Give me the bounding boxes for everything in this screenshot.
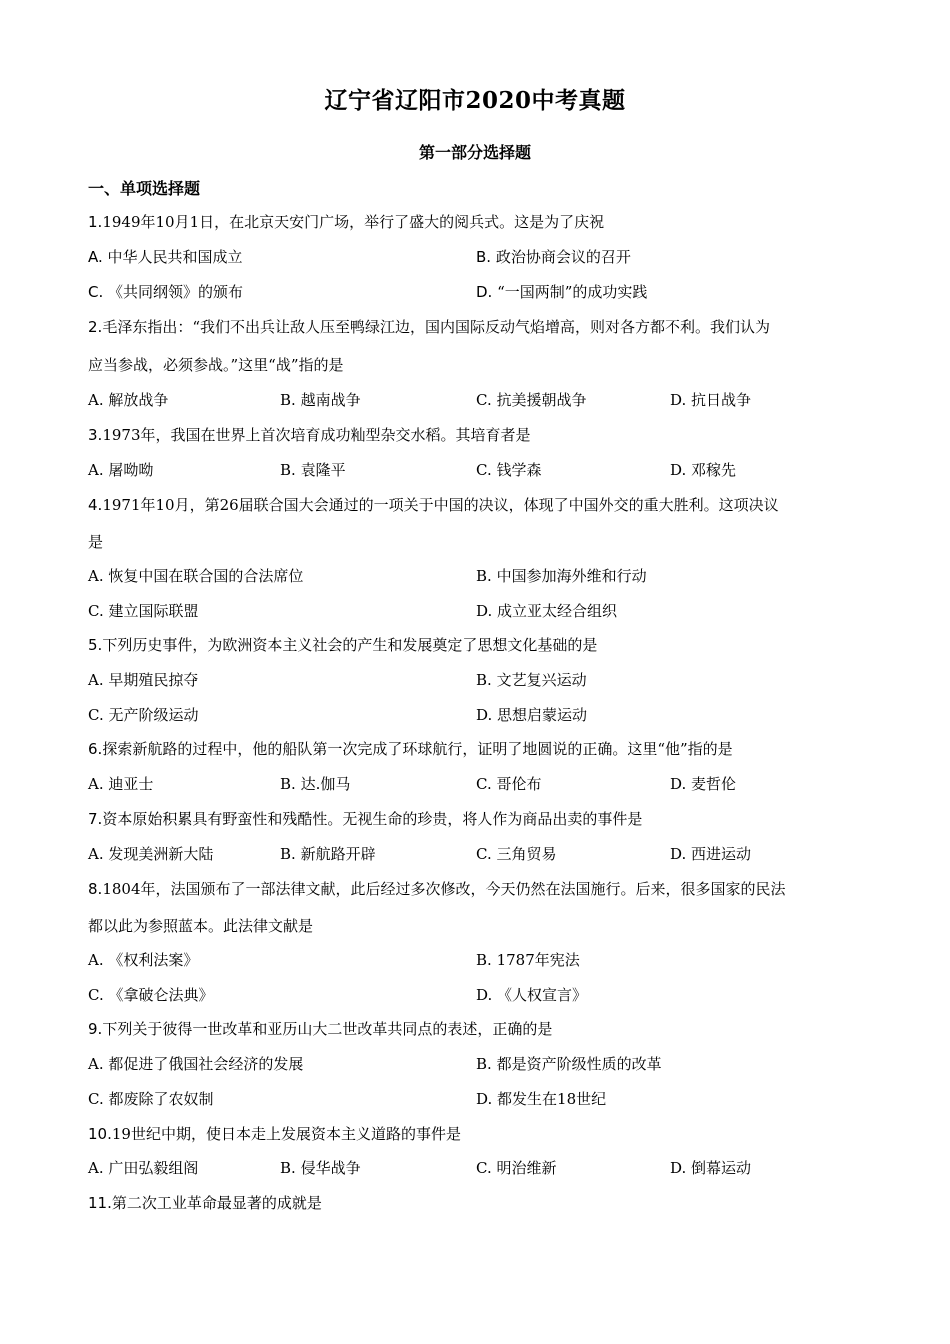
q4-option-d: D. 成立亚太经合组织 (476, 602, 618, 620)
q10-option-d: D. 倒幕运动 (670, 1159, 752, 1177)
q10-option-c: C. 明治维新 (476, 1159, 557, 1177)
q5-option-b: B. 文艺复兴运动 (476, 671, 587, 689)
q1-option-b: B. 政治协商会议的召开 (476, 248, 631, 266)
q5-option-c: C. 无产阶级运动 (88, 706, 199, 724)
q4-option-a: A. 恢复中国在联合国的合法席位 (88, 567, 304, 585)
question-7: 7.资本原始积累具有野蛮性和残酷性。无视生命的珍贵，将人作为商品出卖的事件是 (88, 810, 643, 828)
question-8: 8.1804年，法国颁布了一部法律文献，此后经过多次修改，今天仍然在法国施行。后来，很多国家的民法 (88, 880, 786, 898)
q6-option-b: B. 达.伽马 (280, 775, 351, 793)
q3-option-c: C. 钱学森 (476, 461, 542, 479)
q9-option-c: C. 都废除了农奴制 (88, 1090, 214, 1108)
q6-option-d: D. 麦哲伦 (670, 775, 737, 793)
q2-option-c: C. 抗美援朝战争 (476, 391, 587, 409)
q3-option-a: A. 屠呦呦 (88, 461, 154, 479)
q1-option-a: A. 中华人民共和国成立 (88, 248, 243, 266)
q2-option-b: B. 越南战争 (280, 391, 361, 409)
q1-option-d: D. “一国两制”的成功实践 (476, 283, 648, 301)
q2-option-a: A. 解放战争 (88, 391, 169, 409)
question-5: 5.下列历史事件，为欧洲资本主义社会的产生和发展奠定了思想文化基础的是 (88, 636, 598, 654)
q6-option-c: C. 哥伦布 (476, 775, 542, 793)
q3-option-d: D. 邓稼先 (670, 461, 737, 479)
question-11: 11.第二次工业革命最显著的成就是 (88, 1194, 322, 1212)
q7-option-b: B. 新航路开辟 (280, 845, 376, 863)
q1-option-c: C. 《共同纲领》的颁布 (88, 283, 244, 301)
q7-option-c: C. 三角贸易 (476, 845, 557, 863)
section-heading: 一、单项选择题 (88, 179, 201, 198)
page-subtitle: 第一部分选择题 (418, 143, 531, 162)
question-10: 10.19世纪中期，使日本走上发展资本主义道路的事件是 (88, 1125, 461, 1143)
question-2-line-2: 应当参战，必须参战。”这里“战”指的是 (88, 356, 344, 374)
page-title: 辽宁省辽阳市2020中考真题 (324, 87, 626, 114)
q8-option-b: B. 1787年宪法 (476, 951, 580, 969)
q9-option-b: B. 都是资产阶级性质的改革 (476, 1055, 662, 1073)
question-1: 1.1949年10月1日，在北京天安门广场，举行了盛大的阅兵式。这是为了庆祝 (88, 213, 605, 231)
question-8-line-2: 都以此为参照蓝本。此法律文献是 (88, 917, 314, 935)
question-4: 4.1971年10月，第26届联合国大会通过的一项关于中国的决议，体现了中国外交的重大胜利。这项决议 (88, 496, 779, 514)
q8-option-d: D. 《人权宣言》 (476, 986, 588, 1004)
q9-option-a: A. 都促进了俄国社会经济的发展 (88, 1055, 304, 1073)
question-4-line-2: 是 (88, 533, 104, 551)
question-6: 6.探索新航路的过程中，他的船队第一次完成了环球航行，证明了地圆说的正确。这里“他”指的是 (88, 740, 733, 758)
question-3: 3.1973年，我国在世界上首次培育成功籼型杂交水稻。其培育者是 (88, 426, 531, 444)
q2-option-d: D. 抗日战争 (670, 391, 752, 409)
q4-option-c: C. 建立国际联盟 (88, 602, 199, 620)
question-9: 9.下列关于彼得一世改革和亚历山大二世改革共同点的表述，正确的是 (88, 1020, 553, 1038)
q10-option-a: A. 广田弘毅组阁 (88, 1159, 199, 1177)
q7-option-d: D. 西进运动 (670, 845, 752, 863)
q6-option-a: A. 迪亚士 (88, 775, 154, 793)
q7-option-a: A. 发现美洲新大陆 (88, 845, 214, 863)
q5-option-a: A. 早期殖民掠夺 (88, 671, 199, 689)
q10-option-b: B. 侵华战争 (280, 1159, 361, 1177)
question-2: 2.毛泽东指出：“我们不出兵让敌人压至鸭绿江边，国内国际反动气焰增高，则对各方都不利。我们认为 (88, 318, 770, 336)
q8-option-a: A. 《权利法案》 (88, 951, 199, 969)
q3-option-b: B. 袁隆平 (280, 461, 346, 479)
q9-option-d: D. 都发生在18世纪 (476, 1090, 607, 1108)
q5-option-d: D. 思想启蒙运动 (476, 706, 588, 724)
q4-option-b: B. 中国参加海外维和行动 (476, 567, 647, 585)
q8-option-c: C. 《拿破仑法典》 (88, 986, 214, 1004)
